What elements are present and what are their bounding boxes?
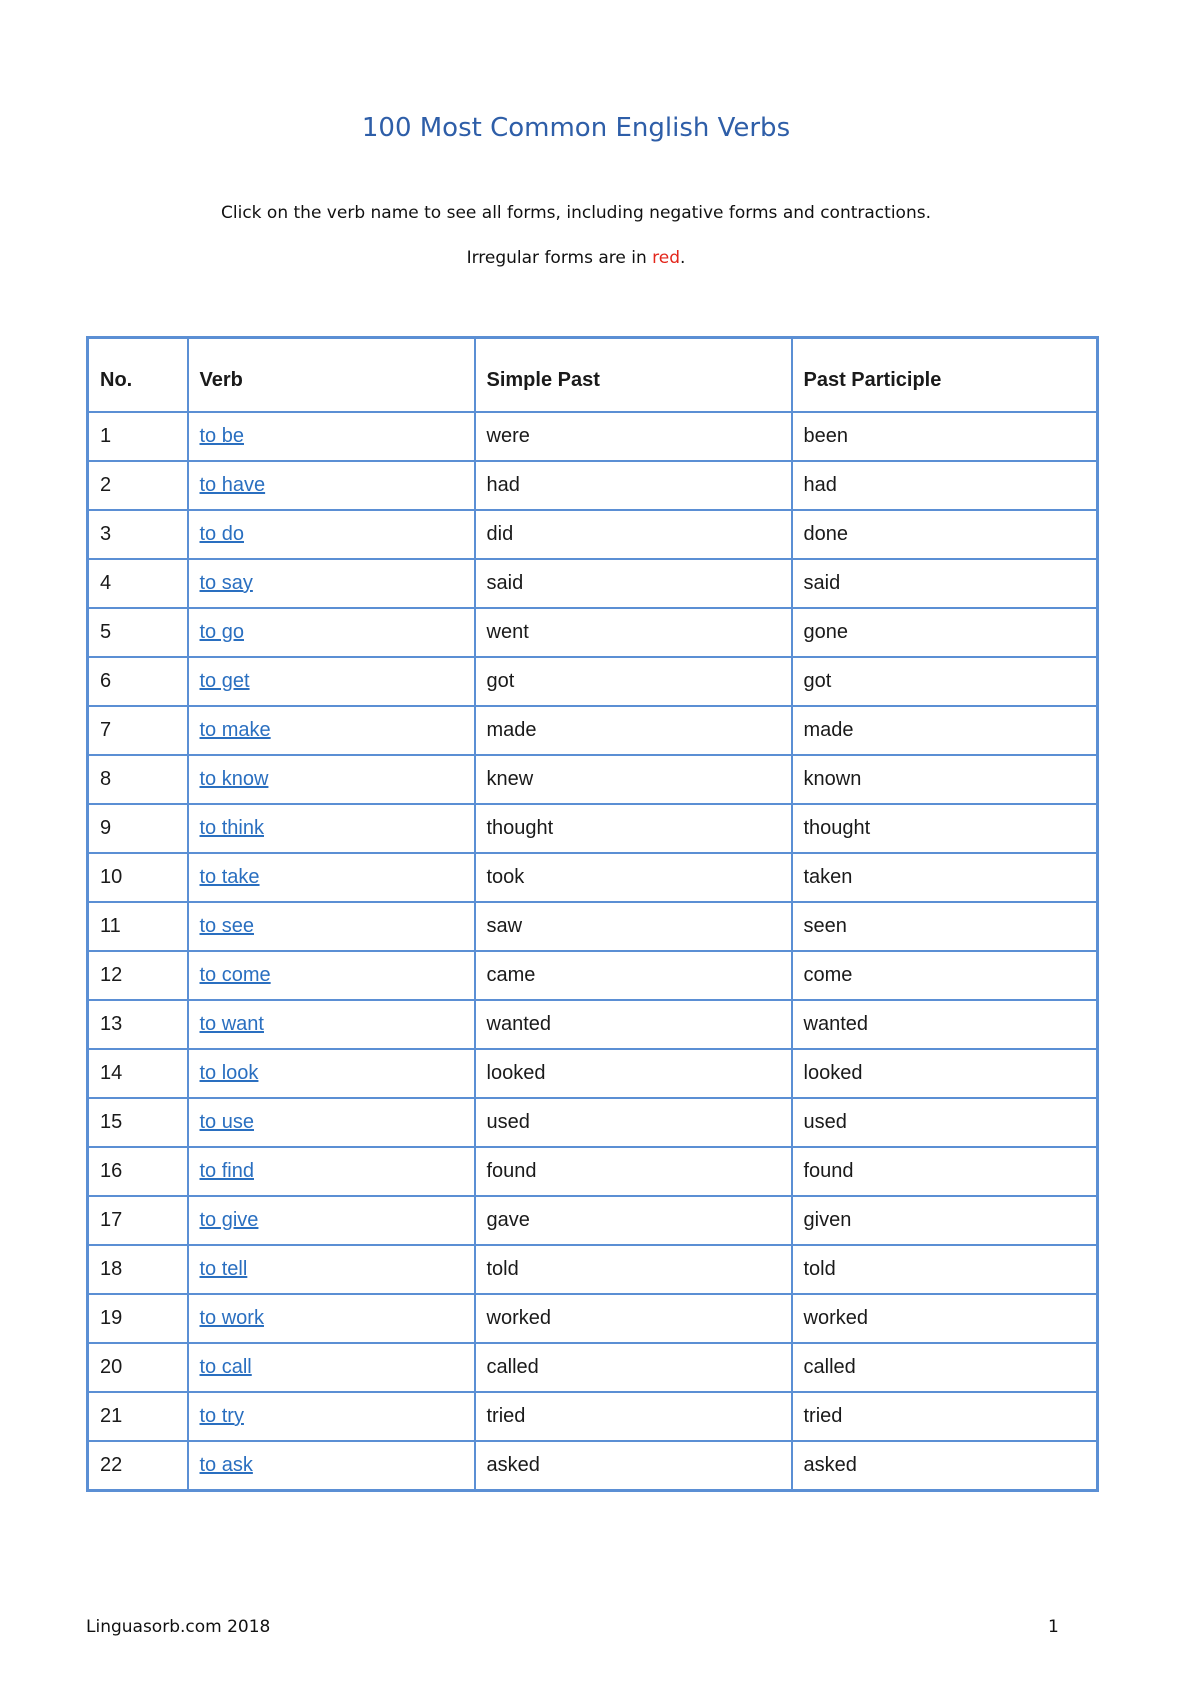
verb-link[interactable]: to make: [199, 719, 271, 741]
row-number: 10: [88, 853, 188, 902]
verb-link[interactable]: to think: [199, 817, 264, 839]
simple-past-cell: found: [475, 1147, 792, 1196]
verb-cell: [188, 1196, 475, 1245]
past-participle-cell: tried: [792, 1392, 1098, 1441]
verb-cell: [188, 1294, 475, 1343]
past-participle-cell: wanted: [792, 1000, 1098, 1049]
table-body: [88, 412, 1098, 1491]
row-number: 18: [88, 1245, 188, 1294]
row-number: 4: [88, 559, 188, 608]
verb-link[interactable]: to be: [199, 425, 244, 447]
table-row: [88, 755, 1098, 804]
row-number: 16: [88, 1147, 188, 1196]
table-row: [88, 412, 1098, 461]
simple-past-cell: did: [475, 510, 792, 559]
table-row: [88, 951, 1098, 1000]
verb-cell: [188, 1343, 475, 1392]
verb-link[interactable]: to know: [199, 768, 269, 790]
row-number: 17: [88, 1196, 188, 1245]
verb-link[interactable]: to say: [199, 572, 253, 594]
simple-past-cell: got: [475, 657, 792, 706]
header-no: No.: [88, 338, 188, 413]
row-number: 14: [88, 1049, 188, 1098]
irregular-note-prefix: Irregular forms are in: [466, 248, 653, 268]
simple-past-cell: made: [475, 706, 792, 755]
verb-link[interactable]: to call: [199, 1356, 252, 1378]
verb-cell: [188, 510, 475, 559]
table-header-row: [88, 338, 1098, 413]
table-row: [88, 1294, 1098, 1343]
simple-past-cell: looked: [475, 1049, 792, 1098]
simple-past-cell: came: [475, 951, 792, 1000]
table-row: [88, 1245, 1098, 1294]
verb-link[interactable]: to see: [199, 915, 254, 937]
table-row: [88, 657, 1098, 706]
verb-link[interactable]: to get: [199, 670, 250, 692]
verb-cell: [188, 461, 475, 510]
simple-past-cell: had: [475, 461, 792, 510]
header-past-participle: Past Participle: [792, 338, 1098, 413]
verb-cell: [188, 1049, 475, 1098]
verb-link[interactable]: to use: [199, 1111, 254, 1133]
row-number: 15: [88, 1098, 188, 1147]
past-participle-cell: been: [792, 412, 1098, 461]
past-participle-cell: thought: [792, 804, 1098, 853]
past-participle-cell: got: [792, 657, 1098, 706]
past-participle-cell: done: [792, 510, 1098, 559]
verb-link[interactable]: to have: [199, 474, 266, 496]
verb-link[interactable]: to take: [199, 866, 260, 888]
verb-cell: [188, 951, 475, 1000]
verbs-table: [86, 336, 1099, 1492]
row-number: 19: [88, 1294, 188, 1343]
past-participle-cell: looked: [792, 1049, 1098, 1098]
simple-past-cell: worked: [475, 1294, 792, 1343]
simple-past-cell: were: [475, 412, 792, 461]
row-number: 20: [88, 1343, 188, 1392]
simple-past-cell: said: [475, 559, 792, 608]
past-participle-cell: made: [792, 706, 1098, 755]
verb-cell: [188, 902, 475, 951]
past-participle-cell: seen: [792, 902, 1098, 951]
table-row: [88, 853, 1098, 902]
verb-link[interactable]: to give: [199, 1209, 259, 1231]
verb-cell: [188, 804, 475, 853]
row-number: 21: [88, 1392, 188, 1441]
verb-link[interactable]: to look: [199, 1062, 259, 1084]
simple-past-cell: gave: [475, 1196, 792, 1245]
verb-link[interactable]: to do: [199, 523, 244, 545]
simple-past-cell: tried: [475, 1392, 792, 1441]
table-row: [88, 608, 1098, 657]
past-participle-cell: worked: [792, 1294, 1098, 1343]
past-participle-cell: told: [792, 1245, 1098, 1294]
row-number: 5: [88, 608, 188, 657]
verb-cell: [188, 412, 475, 461]
table-row: [88, 706, 1098, 755]
simple-past-cell: thought: [475, 804, 792, 853]
verb-link[interactable]: to find: [199, 1160, 254, 1182]
verb-cell: [188, 755, 475, 804]
row-number: 1: [88, 412, 188, 461]
irregular-note-red-word: red: [652, 248, 681, 268]
table-row: [88, 510, 1098, 559]
header-simple-past: Simple Past: [475, 338, 792, 413]
table-row: [88, 1147, 1098, 1196]
row-number: 11: [88, 902, 188, 951]
verb-cell: [188, 706, 475, 755]
footer-source: Linguasorb.com 2018: [86, 1617, 271, 1637]
simple-past-cell: took: [475, 853, 792, 902]
verb-cell: [188, 657, 475, 706]
table-row: [88, 1000, 1098, 1049]
verb-cell: [188, 1441, 475, 1491]
past-participle-cell: used: [792, 1098, 1098, 1147]
table-row: [88, 804, 1098, 853]
simple-past-cell: went: [475, 608, 792, 657]
verb-cell: [188, 1098, 475, 1147]
row-number: 3: [88, 510, 188, 559]
verb-link[interactable]: to try: [199, 1405, 244, 1427]
verb-cell: [188, 1000, 475, 1049]
past-participle-cell: taken: [792, 853, 1098, 902]
row-number: 22: [88, 1441, 188, 1491]
simple-past-cell: saw: [475, 902, 792, 951]
row-number: 6: [88, 657, 188, 706]
row-number: 8: [88, 755, 188, 804]
past-participle-cell: called: [792, 1343, 1098, 1392]
irregular-note: [0, 248, 1152, 268]
table-row: [88, 461, 1098, 510]
verb-cell: [188, 559, 475, 608]
verb-cell: [188, 1245, 475, 1294]
past-participle-cell: come: [792, 951, 1098, 1000]
verb-link[interactable]: to want: [199, 1013, 264, 1035]
past-participle-cell: given: [792, 1196, 1098, 1245]
table-row: [88, 902, 1098, 951]
verb-link[interactable]: to tell: [199, 1258, 248, 1280]
simple-past-cell: wanted: [475, 1000, 792, 1049]
row-number: 7: [88, 706, 188, 755]
verb-link[interactable]: to come: [199, 964, 271, 986]
simple-past-cell: asked: [475, 1441, 792, 1491]
table-row: [88, 1392, 1098, 1441]
verb-cell: [188, 1147, 475, 1196]
past-participle-cell: asked: [792, 1441, 1098, 1491]
table-row: [88, 1098, 1098, 1147]
verb-link[interactable]: to go: [199, 621, 244, 643]
table-row: [88, 1049, 1098, 1098]
simple-past-cell: told: [475, 1245, 792, 1294]
past-participle-cell: known: [792, 755, 1098, 804]
table-row: [88, 559, 1098, 608]
verb-link[interactable]: to work: [199, 1307, 264, 1329]
verb-link[interactable]: to ask: [199, 1454, 253, 1476]
past-participle-cell: said: [792, 559, 1098, 608]
verb-cell: [188, 1392, 475, 1441]
table-row: [88, 1196, 1098, 1245]
past-participle-cell: gone: [792, 608, 1098, 657]
header-verb: Verb: [188, 338, 475, 413]
irregular-note-suffix: .: [680, 248, 686, 268]
verb-cell: [188, 853, 475, 902]
past-participle-cell: had: [792, 461, 1098, 510]
table-row: [88, 1343, 1098, 1392]
simple-past-cell: used: [475, 1098, 792, 1147]
row-number: 9: [88, 804, 188, 853]
past-participle-cell: found: [792, 1147, 1098, 1196]
simple-past-cell: called: [475, 1343, 792, 1392]
row-number: 13: [88, 1000, 188, 1049]
verb-cell: [188, 608, 475, 657]
page-title: 100 Most Common English Verbs: [361, 113, 791, 143]
table-row: [88, 1441, 1098, 1491]
row-number: 12: [88, 951, 188, 1000]
page-number: 1: [1048, 1617, 1059, 1637]
instructions-text: Click on the verb name to see all forms, including negative forms and contractions.: [221, 203, 931, 223]
simple-past-cell: knew: [475, 755, 792, 804]
row-number: 2: [88, 461, 188, 510]
